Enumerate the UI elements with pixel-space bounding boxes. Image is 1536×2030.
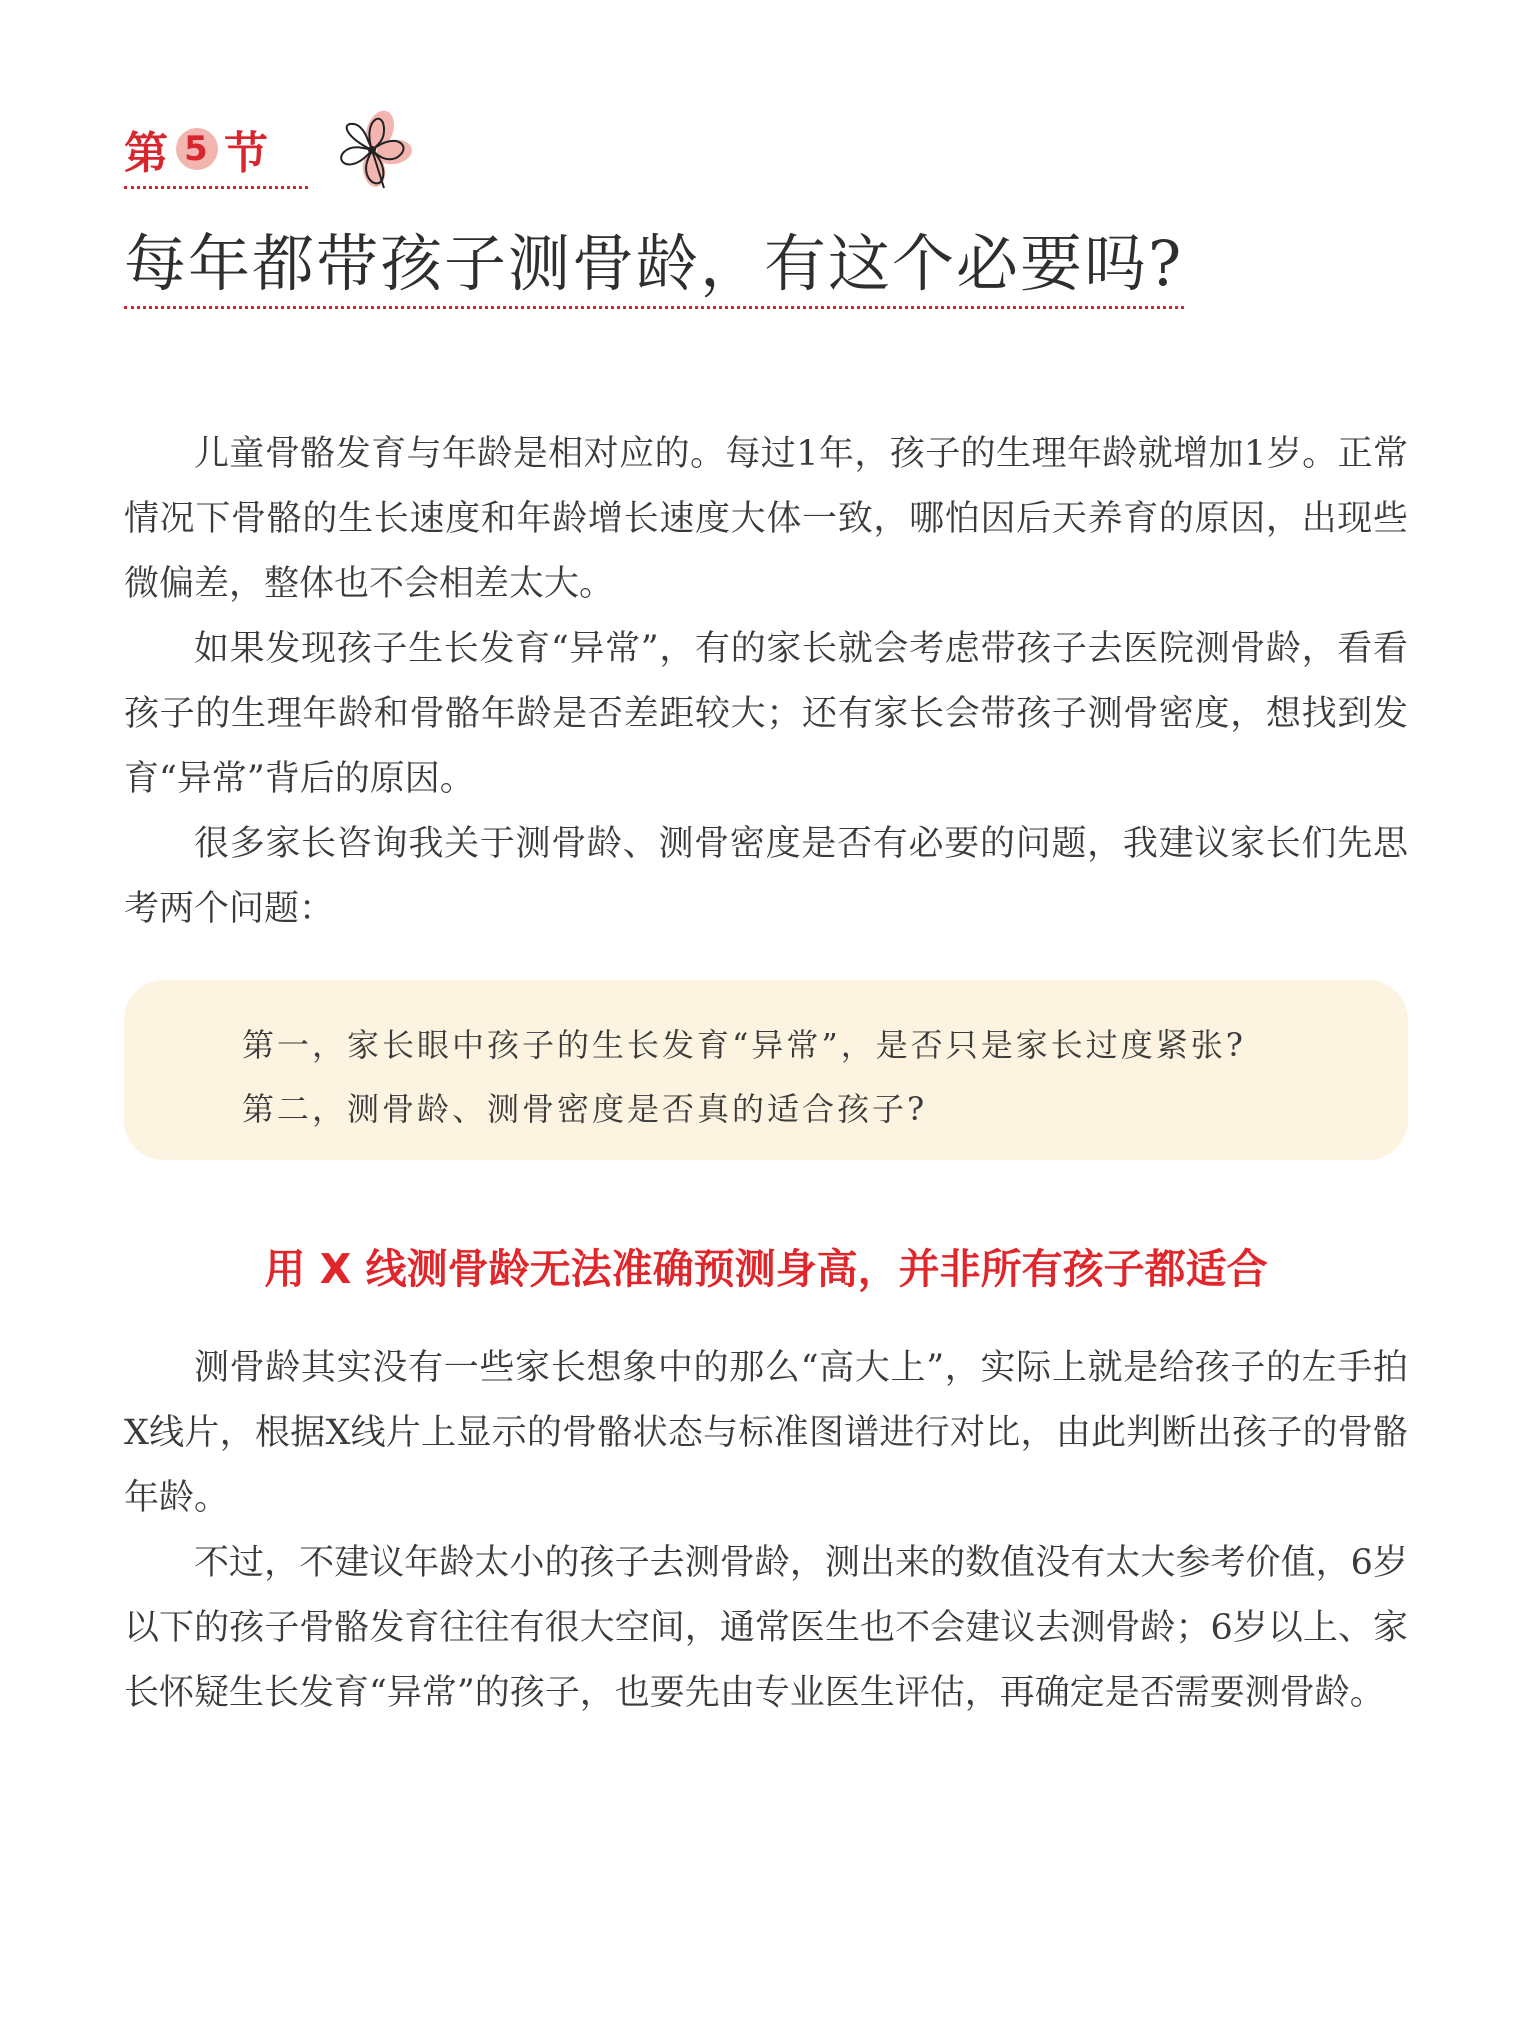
section-subheading: 用 X 线测骨龄无法准确预测身高，并非所有孩子都适合 <box>264 1245 1268 1293</box>
callout-box <box>124 980 1408 1160</box>
flower-decoration-icon <box>322 100 422 200</box>
paragraph: 不过，不建议年龄太小的孩子去测骨龄，测出来的数值没有太大参考价值，6岁以下的孩子骨骼发育往往有很大空间，通常医生也不会建议去测骨龄；6岁以上、家长怀疑生长发育“异常”的孩子，也要先由专业医生评估，再确定是否需要测骨龄。 <box>124 1543 1408 1713</box>
paragraph: 如果发现孩子生长发育“异常”，有的家长就会考虑带孩子去医院测骨龄，看看孩子的生理年龄和骨骼年龄是否差距较大；还有家长会带孩子测骨密度，想找到发育“异常”背后的原因。 <box>124 629 1408 799</box>
callout-question-1: 第一，家长眼中孩子的生长发育“异常”，是否只是家长过度紧张? <box>242 1026 1246 1064</box>
paragraph: 很多家长咨询我关于测骨龄、测骨密度是否有必要的问题，我建议家长们先思考两个问题： <box>124 824 1408 929</box>
section2-text <box>124 1336 1408 1726</box>
paragraph: 测骨龄其实没有一些家长想象中的那么“高大上”，实际上就是给孩子的左手拍X线片，根据X线片上显示的骨骼状态与标准图谱进行对比，由此判断出孩子的骨骼年龄。 <box>124 1348 1408 1518</box>
paragraph: 儿童骨骼发育与年龄是相对应的。每过1年，孩子的生理年龄就增加1岁。正常情况下骨骼的生长速度和年龄增长速度大体一致，哪怕因后天养育的原因，出现些微偏差，整体也不会相差太大。 <box>124 434 1408 604</box>
title-underline <box>124 306 1184 309</box>
section-label-underline <box>124 186 308 189</box>
page-title: 每年都带孩子测骨龄，有这个必要吗? <box>124 227 1184 300</box>
section-label <box>124 118 270 180</box>
callout-question-2: 第二，测骨龄、测骨密度是否真的适合孩子? <box>242 1090 928 1128</box>
section-number-badge: 5 <box>176 128 218 170</box>
section-prefix: 第 <box>124 128 170 179</box>
section-suffix: 节 <box>224 128 270 179</box>
intro-text <box>124 422 1408 942</box>
